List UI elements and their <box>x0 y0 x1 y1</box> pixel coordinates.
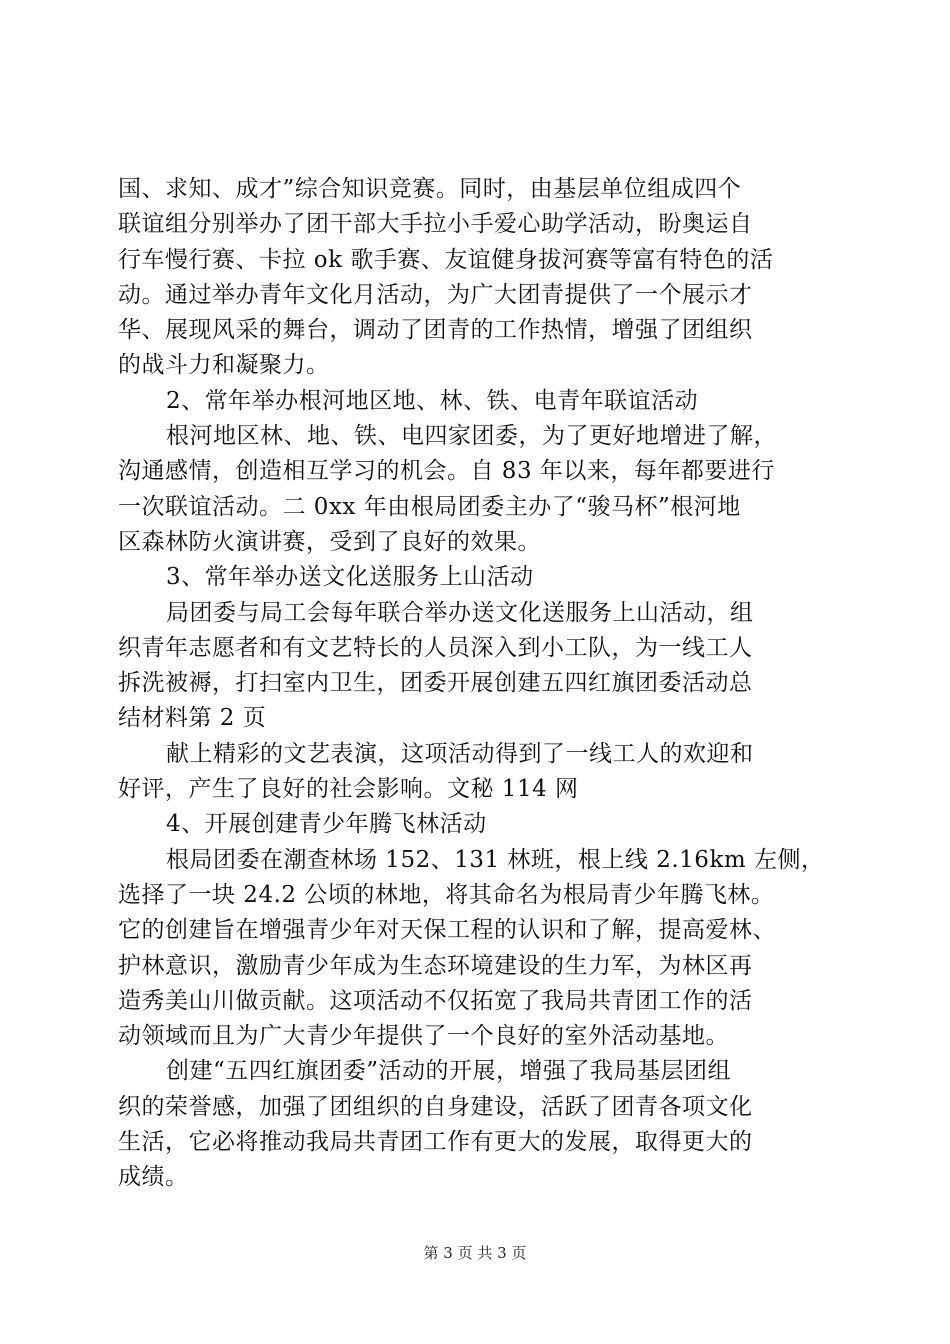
text-line: 行车慢行赛、卡拉 ok 歌手赛、友谊健身拔河赛等富有特色的活 <box>118 246 774 273</box>
text-line: 4、开展创建青少年腾飞林活动 <box>166 811 487 838</box>
text-line: 护林意识，激励青少年成为生态环境建设的生力军，为林区再 <box>118 952 753 979</box>
text-line: 织青年志愿者和有文艺特长的人员深入到小工队，为一线工人 <box>118 634 753 661</box>
text-line: 成绩。 <box>118 1164 189 1191</box>
text-line: 拆洗被褥，打扫室内卫生，团委开展创建五四红旗团委活动总 <box>118 670 753 697</box>
text-line: 造秀美山川做贡献。这项活动不仅拓宽了我局共青团工作的活 <box>118 987 753 1014</box>
text-line: 生活，它必将推动我局共青团工作有更大的发展，取得更大的 <box>118 1129 753 1156</box>
text-line: 动。通过举办青年文化月活动，为广大团青提供了一个展示才 <box>118 281 753 308</box>
text-line: 的战斗力和凝聚力。 <box>118 352 330 379</box>
text-line: 创建“五四红旗团委”活动的开展，增强了我局基层团组 <box>166 1058 732 1085</box>
text-line: 3、常年举办送文化送服务上山活动 <box>166 564 534 591</box>
text-line: 结材料第 2 页 <box>118 705 267 732</box>
text-line: 根河地区林、地、铁、电四家团委，为了更好地增进了解， <box>166 423 777 450</box>
text-line: 献上精彩的文艺表演，这项活动得到了一线工人的欢迎和 <box>166 740 754 767</box>
text-line: 局团委与局工会每年联合举办送文化送服务上山活动，组 <box>166 599 754 626</box>
text-line: 沟通感情，创造相互学习的机会。自 83 年以来，每年都要进行 <box>118 458 775 485</box>
text-line: 选择了一块 24.2 公顷的林地，将其命名为根局青少年腾飞林。 <box>118 881 775 908</box>
text-line: 联谊组分别举办了团干部大手拉小手爱心助学活动，盼奥运自 <box>118 211 753 238</box>
text-line: 2、常年举办根河地区地、林、铁、电青年联谊活动 <box>166 387 699 414</box>
text-line: 区森林防火演讲赛，受到了良好的效果。 <box>118 528 541 555</box>
text-line: 华、展现风采的舞台，调动了团青的工作热情，增强了团组织 <box>118 317 753 344</box>
text-line: 织的荣誉感，加强了团组织的自身建设，活跃了团青各项文化 <box>118 1093 753 1120</box>
text-line: 好评，产生了良好的社会影响。文秘 114 网 <box>118 776 579 803</box>
page-footer: 第 3 页 共 3 页 <box>423 1244 527 1262</box>
text-line: 一次联谊活动。二 0xx 年由根局团委主办了“骏马杯”根河地 <box>118 493 741 520</box>
text-line: 动领域而且为广大青少年提供了一个良好的室外活动基地。 <box>118 1023 729 1050</box>
document-body <box>118 172 842 1196</box>
text-line: 它的创建旨在增强青少年对天保工程的认识和了解，提高爱林、 <box>118 917 776 944</box>
text-line: 国、求知、成才”综合知识竞赛。同时，由基层单位组成四个 <box>118 176 742 202</box>
text-line: 根局团委在潮查林场 152、131 林班，根上线 2.16km 左侧， <box>166 846 825 873</box>
